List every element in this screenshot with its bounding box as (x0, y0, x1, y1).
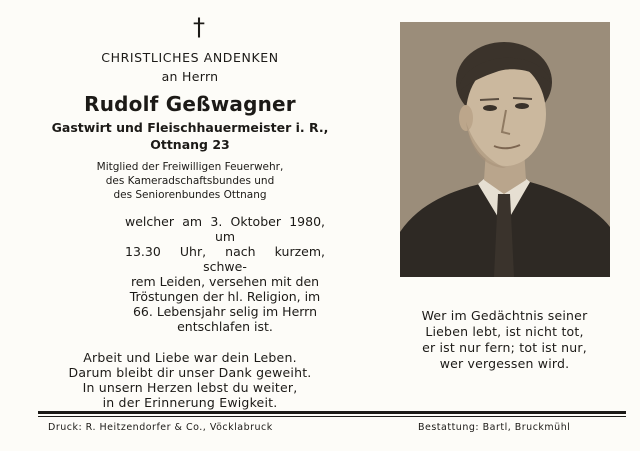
footer-divider-thin (38, 416, 626, 417)
death-notice-line: rem Leiden, versehen mit den (130, 274, 320, 289)
verse-line: Lieben lebt, ist nicht tot, (425, 324, 584, 339)
residence: Ottnang 23 (150, 137, 230, 152)
memorial-verse-right (402, 308, 607, 372)
verse-line: wer vergessen wird. (439, 356, 570, 371)
membership-line: des Kameradschaftsbundes und (105, 175, 275, 187)
death-notice-line: 13.30 Uhr, nach kurzem, schwe- (125, 244, 325, 274)
footer-divider-thick (38, 411, 626, 414)
salutation: an Herrn (161, 69, 219, 84)
verse-line: In unsern Herzen lebst du weiter, (82, 380, 298, 395)
undertaker-credit: Bestattung: Bartl, Bruckmühl (418, 422, 571, 433)
death-notice-line: 66. Lebensjahr selig im Herrn (132, 304, 318, 319)
deceased-name: Rudolf Geßwagner (84, 92, 296, 116)
printer-credit: Druck: R. Heitzendorfer & Co., Vöcklabruck (48, 422, 273, 433)
verse-line: in der Erinnerung Ewigkeit. (102, 395, 278, 410)
death-notice-line: entschlafen ist. (177, 319, 273, 334)
cross-icon: † (193, 13, 205, 41)
membership-line: des Seniorenbundes Ottnang (113, 189, 267, 201)
death-notice-line: Tröstungen der hl. Religion, im (129, 289, 321, 304)
portrait-photo (400, 22, 610, 277)
occupation: Gastwirt und Fleischhauermeister i. R., (51, 120, 329, 135)
death-notice-line: welcher am 3. Oktober 1980, um (125, 214, 325, 244)
verse-line: Arbeit und Liebe war dein Leben. (83, 350, 297, 365)
death-notice (125, 214, 325, 334)
intro-heading: CHRISTLICHES ANDENKEN (101, 50, 279, 65)
verse-line: Darum bleibt dir unser Dank geweiht. (68, 365, 312, 380)
verse-line: er ist nur fern; tot ist nur, (422, 340, 587, 355)
memorial-text-column (40, 14, 340, 410)
verse-line: Wer im Gedächtnis seiner (421, 308, 588, 323)
memorial-verse-left (40, 350, 340, 410)
memberships (40, 160, 340, 202)
membership-line: Mitglied der Freiwilligen Feuerwehr, (96, 161, 284, 173)
